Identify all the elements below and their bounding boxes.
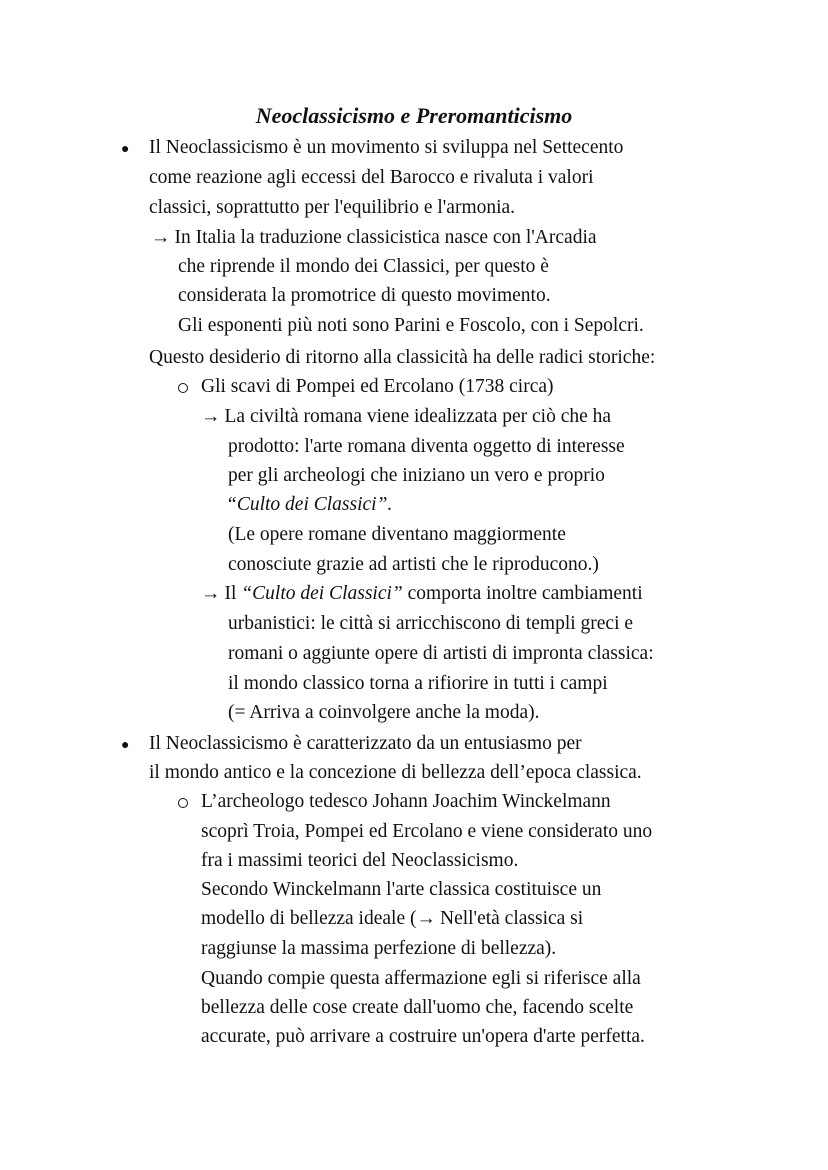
text-line: → Il “Culto dei Classici” comporta inoltre cambiamenti [201, 581, 643, 607]
page-title: Neoclassicismo e Preromanticismo [255, 103, 573, 128]
text-line: Quando compie questa affermazione egli si riferisce alla [201, 968, 641, 989]
arrow-right-icon: → [416, 908, 436, 929]
text-line: (Le opere romane diventano maggiormente [228, 524, 566, 545]
text-line: romani o aggiunte opere di artisti di impronta classica: [228, 643, 654, 664]
arrow-right-icon: → [151, 227, 171, 248]
bullet-icon: ● [121, 738, 130, 753]
text-line: “Culto dei Classici”. [226, 494, 393, 515]
text-line: → La civiltà romana viene idealizzata per ciò che ha [201, 404, 611, 430]
text-line: modello di bellezza ideale (→ Nell'età classica si [201, 906, 583, 932]
text-line: Secondo Winckelmann l'arte classica costituisce un [201, 879, 602, 900]
arrow-right-icon: → [201, 583, 221, 604]
text-line: scoprì Troia, Pompei ed Ercolano e viene considerato uno [201, 821, 653, 842]
text-line: Questo desiderio di ritorno alla classicità ha delle radici storiche: [149, 347, 656, 368]
text-line: → In Italia la traduzione classicistica nasce con l'Arcadia [151, 225, 597, 251]
text-line: bellezza delle cose create dall'uomo che, facendo scelte [201, 997, 634, 1018]
text-line: L’archeologo tedesco Johann Joachim Winckelmann [201, 791, 611, 812]
text-line: Gli scavi di Pompei ed Ercolano (1738 circa) [201, 376, 554, 397]
text-line: Gli esponenti più noti sono Parini e Foscolo, con i Sepolcri. [178, 315, 644, 336]
circle-bullet-icon [178, 798, 188, 808]
circle-bullet-icon [178, 383, 188, 393]
text-line: conosciute grazie ad artisti che le riproducono.) [228, 554, 599, 575]
bullet-icon: ● [121, 142, 130, 157]
text-line: raggiunse la massima perfezione di bellezza). [201, 938, 557, 959]
text-line: considerata la promotrice di questo movimento. [178, 285, 551, 306]
text-line: per gli archeologi che iniziano un vero e proprio [228, 465, 605, 486]
text-line: il mondo antico e la concezione di bellezza dell’epoca classica. [149, 762, 642, 783]
text-line: il mondo classico torna a rifiorire in tutti i campi [228, 673, 608, 694]
text-line: fra i massimi teorici del Neoclassicismo. [201, 850, 519, 871]
text-line: prodotto: l'arte romana diventa oggetto di interesse [228, 436, 625, 457]
text-line: classici, soprattutto per l'equilibrio e l'armonia. [149, 197, 516, 218]
text-line: Il Neoclassicismo è un movimento si sviluppa nel Settecento [149, 137, 624, 158]
text-line: come reazione agli eccessi del Barocco e rivaluta i valori [149, 167, 594, 188]
text-line: urbanistici: le città si arricchiscono di templi greci e [228, 613, 634, 634]
text-line: che riprende il mondo dei Classici, per questo è [178, 256, 549, 277]
text-line: accurate, può arrivare a costruire un'opera d'arte perfetta. [201, 1026, 645, 1047]
arrow-right-icon: → [201, 406, 221, 427]
text-line: Il Neoclassicismo è caratterizzato da un entusiasmo per [149, 733, 582, 754]
text-line: (= Arriva a coinvolgere anche la moda). [228, 702, 540, 723]
